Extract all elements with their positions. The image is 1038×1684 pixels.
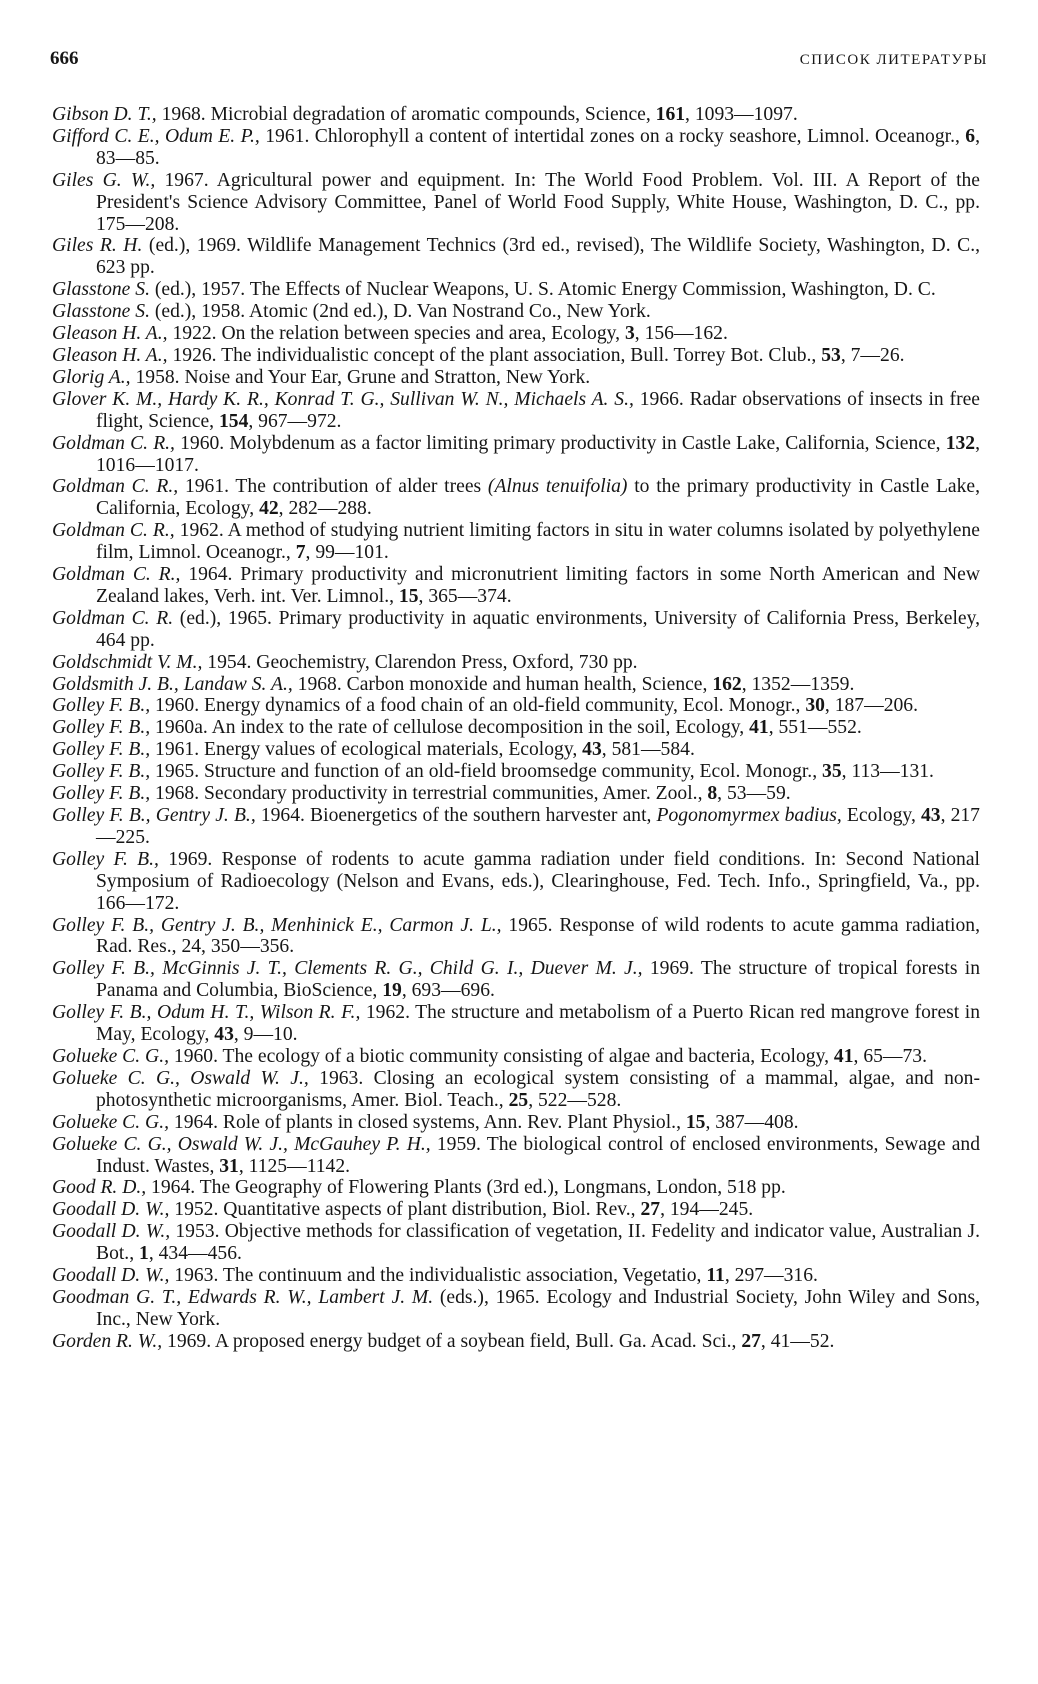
reference-entry	[52, 849, 980, 915]
reference-entry	[52, 235, 980, 279]
reference-volume: 42	[259, 498, 279, 520]
reference-text: 1960. Molybdenum as a factor limiting primary productivity in Castle Lake, California, Science,	[174, 432, 946, 454]
reference-authors: Golley F. B.,	[52, 848, 159, 870]
reference-authors: Golueke C. G.,	[52, 1045, 169, 1067]
reference-pages: , 53—59.	[717, 783, 791, 805]
reference-pages: , 194—245.	[660, 1199, 754, 1221]
reference-entry	[52, 805, 980, 849]
reference-volume: 43	[920, 805, 941, 826]
reference-text: (eds.), 1965. Ecology and Industrial Society, John Wiley and Sons, Inc., New York.	[96, 1286, 981, 1330]
reference-authors: Goldman C. R.,	[52, 432, 175, 454]
reference-text: 1926. The individualistic concept of the plant association, Bull. Torrey Bot. Club.,	[167, 344, 822, 366]
reference-pages: , 434—456.	[148, 1243, 242, 1265]
reference-authors: Gibson D. T.,	[52, 104, 157, 125]
reference-authors: Goodman G. T., Edwards R. W., Lambert J. M.	[52, 1286, 434, 1308]
reference-authors: Glover K. M., Hardy K. R., Konrad T. G., Sullivan W. N., Michaels A. S.,	[52, 388, 634, 410]
reference-entry	[52, 1331, 980, 1353]
reference-entry	[52, 1046, 980, 1068]
reference-authors: Golley F. B., Gentry J. B., Menhinick E., Carmon J. L.,	[52, 914, 502, 936]
reference-entry	[52, 323, 980, 345]
reference-text: (ed.), 1958. Atomic (2nd ed.), D. Van Nostrand Co., New York.	[149, 301, 651, 323]
reference-entry	[52, 1265, 980, 1287]
reference-volume: 41	[749, 717, 769, 739]
reference-text-cont: Ecology,	[841, 805, 921, 826]
reference-text: 1968. Secondary productivity in terrestrial communities, Amer. Zool.,	[150, 783, 708, 805]
reference-text-cont: to the primary productivity in Castle Lake, California, Ecology,	[96, 476, 981, 520]
reference-authors: Goldsmith J. B., Landaw S. A.,	[52, 673, 293, 695]
reference-entry	[52, 1177, 980, 1199]
reference-pages: , 967—972.	[248, 410, 342, 432]
reference-pages: , 1352—1359.	[741, 673, 855, 695]
reference-entry	[52, 301, 980, 323]
reference-entry	[52, 783, 980, 805]
reference-italic-title: Pogonomyrmex badius,	[656, 805, 842, 826]
reference-authors: Golueke C. G., Oswald W. J., McGauhey P. H.,	[52, 1133, 431, 1155]
reference-pages: , 693—696.	[401, 980, 495, 1002]
reference-text: 1922. On the relation between species and area, Ecology,	[167, 323, 625, 345]
reference-entry	[52, 345, 980, 367]
reference-authors: Goodall D. W.,	[52, 1199, 170, 1221]
reference-pages: , 1016—1017.	[96, 432, 980, 476]
reference-entry	[52, 761, 980, 783]
reference-authors: Giles G. W.,	[52, 169, 156, 191]
reference-entry	[52, 1199, 980, 1221]
reference-text: 1969. A proposed energy budget of a soybean field, Bull. Ga. Acad. Sci.,	[162, 1330, 742, 1352]
reference-entry	[52, 652, 980, 674]
reference-volume: 19	[382, 980, 402, 1002]
reference-pages: , 83—85.	[96, 125, 980, 169]
reference-entry	[52, 564, 980, 608]
page-header	[50, 48, 988, 74]
reference-pages: , 113—131.	[841, 761, 934, 783]
reference-entry	[52, 674, 980, 696]
reference-volume: 132	[945, 432, 976, 454]
reference-pages: , 365—374.	[418, 585, 512, 607]
reference-volume: 15	[685, 1111, 706, 1133]
reference-authors: Golley F. B.,	[52, 739, 151, 761]
reference-text: 1958. Noise and Your Ear, Grune and Stratton, New York.	[130, 366, 591, 388]
reference-authors: Glasstone S.	[52, 301, 150, 323]
reference-pages: , 1125—1142.	[238, 1155, 351, 1177]
reference-authors: Golueke C. G.,	[52, 1111, 169, 1133]
reference-volume: 30	[805, 695, 825, 717]
reference-text: 1960. The ecology of a biotic community consisting of algae and bacteria, Ecology,	[169, 1045, 834, 1067]
reference-authors: Glasstone S.	[52, 279, 150, 301]
reference-text: 1963. Closing an ecological system consisting of a mammal, algae, and non-photosynthetic microorganisms, Amer. Biol. Teach.,	[96, 1067, 980, 1111]
reference-authors: Golley F. B., Gentry J. B.,	[52, 805, 256, 826]
reference-authors: Gleason H. A.,	[52, 344, 168, 366]
reference-text: 1965. Structure and function of an old-field broomsedge community, Ecol. Monogr.,	[150, 761, 823, 783]
reference-entry	[52, 126, 980, 170]
reference-pages: , 7—26.	[840, 344, 905, 366]
reference-pages: , 156—162.	[634, 323, 728, 345]
reference-pages: , 217—225.	[96, 805, 980, 848]
reference-text: 1964. Primary productivity and micronutrient limiting factors in some North American and New Zealand lakes, Verh. int. Ver. Limnol.,	[96, 564, 980, 607]
reference-entry	[52, 1112, 980, 1134]
reference-list	[52, 104, 980, 1353]
reference-pages: , 551—552.	[768, 717, 862, 739]
reference-authors: Goodall D. W.,	[52, 1265, 170, 1287]
reference-text: 1954. Geochemistry, Clarendon Press, Oxford, 730 pp.	[202, 651, 638, 673]
reference-entry	[52, 1002, 980, 1046]
reference-text: 1961. Chlorophyll a content of intertidal zones on a rocky seashore, Limnol. Oceanogr.,	[259, 125, 966, 147]
reference-entry	[52, 695, 980, 717]
running-title: СПИСОК ЛИТЕРАТУРЫ	[799, 52, 988, 68]
reference-text: (ed.), 1957. The Effects of Nuclear Weapons, U. S. Atomic Energy Commission, Washington, D. C.	[149, 279, 936, 301]
reference-entry	[52, 1221, 980, 1265]
reference-text: 1966. Radar observations of insects in free flight, Science,	[96, 388, 980, 432]
reference-text: 1967. Agricultural power and equipment. In: The World Food Problem. Vol. III. A Report of the President's Science Advisory Committee, Panel of World Food Supply, White House, Washington, D. C., pp. 175—208.	[96, 169, 981, 235]
reference-volume: 7	[295, 542, 306, 564]
reference-authors: Goodall D. W.,	[52, 1221, 171, 1243]
reference-pages: , 9—10.	[233, 1024, 298, 1046]
reference-text: 1962. A method of studying nutrient limiting factors in situ in water columns isolated by polyethylene film, Limnol. Oceanogr.,	[96, 520, 980, 564]
reference-text: 1968. Carbon monoxide and human health, Science,	[292, 673, 713, 695]
reference-italic-title: (Alnus tenuifolia)	[487, 476, 628, 498]
reference-text: 1959. The biological control of enclosed environments, Sewage and Indust. Wastes,	[96, 1133, 980, 1177]
reference-volume: 8	[707, 783, 718, 805]
reference-text: 1960a. An index to the rate of cellulose decomposition in the soil, Ecology,	[150, 717, 750, 739]
reference-text: 1969. The structure of tropical forests in Panama and Columbia, BioScience,	[96, 958, 980, 1002]
reference-text: (ed.), 1969. Wildlife Management Technics (3rd ed., revised), The Wildlife Society, Washington, D. C., 623 pp.	[96, 235, 981, 279]
reference-entry	[52, 1068, 980, 1112]
reference-authors: Golley F. B.,	[52, 761, 151, 783]
reference-volume: 1	[139, 1243, 149, 1265]
reference-volume: 35	[822, 761, 842, 783]
reference-authors: Gleason H. A.,	[52, 323, 168, 345]
reference-volume: 6	[965, 125, 976, 147]
reference-entry	[52, 520, 980, 564]
reference-authors: Giles R. H.	[52, 235, 143, 257]
reference-text: 1963. The continuum and the individualistic association, Vegetatio,	[169, 1265, 707, 1287]
reference-volume: 154	[218, 410, 249, 432]
reference-volume: 53	[821, 344, 841, 366]
reference-entry	[52, 104, 980, 126]
reference-entry	[52, 608, 980, 652]
reference-authors: Goldman C. R.,	[52, 476, 179, 498]
reference-volume: 25	[508, 1089, 529, 1111]
reference-entry	[52, 739, 980, 761]
reference-pages: , 522—528.	[528, 1089, 622, 1111]
reference-volume: 161	[655, 104, 686, 125]
reference-entry	[52, 170, 980, 236]
reference-text: 1964. The Geography of Flowering Plants (3rd ed.), Longmans, London, 518 pp.	[146, 1177, 786, 1199]
reference-pages: , 65—73.	[853, 1045, 927, 1067]
reference-pages: , 187—206.	[824, 695, 918, 717]
reference-volume: 43	[214, 1024, 234, 1046]
reference-entry	[52, 433, 980, 477]
reference-pages: , 297—316.	[724, 1265, 818, 1287]
reference-text: (ed.), 1965. Primary productivity in aquatic environments, University of California Press, Berkeley, 464 pp.	[96, 607, 981, 651]
reference-entry	[52, 389, 980, 433]
reference-authors: Good R. D.,	[52, 1177, 147, 1199]
reference-authors: Goldschmidt V. M.,	[52, 651, 203, 673]
reference-authors: Gifford C. E., Odum E. P.,	[52, 125, 260, 147]
reference-authors: Goldman C. R.,	[52, 520, 175, 542]
reference-text: 1961. The contribution of alder trees	[178, 476, 488, 498]
reference-text: 1962. The structure and metabolism of a Puerto Rican red mangrove forest in May, Ecology,	[96, 1002, 981, 1046]
reference-authors: Golley F. B.,	[52, 717, 151, 739]
page-number: 666	[50, 48, 79, 69]
reference-entry	[52, 717, 980, 739]
reference-text: 1961. Energy values of ecological materials, Ecology,	[150, 739, 583, 761]
reference-entry	[52, 367, 980, 389]
reference-volume: 41	[833, 1045, 854, 1067]
reference-authors: Golley F. B.,	[52, 783, 151, 805]
reference-text: 1968. Microbial degradation of aromatic compounds, Science,	[156, 104, 656, 125]
reference-volume: 27	[741, 1330, 761, 1352]
reference-authors: Goldman C. R.,	[52, 564, 181, 586]
reference-entry	[52, 915, 980, 959]
reference-pages: , 1093—1097.	[685, 104, 798, 125]
reference-entry	[52, 1134, 980, 1178]
reference-volume: 11	[706, 1265, 725, 1287]
reference-text: 1953. Objective methods for classification of vegetation, II. Fedelity and indicator value, Australian J. Bot.,	[96, 1221, 980, 1265]
reference-entry	[52, 279, 980, 301]
reference-text: 1965. Response of wild rodents to acute gamma radiation, Rad. Res., 24, 350—356.	[96, 914, 980, 958]
reference-authors: Goldman C. R.	[52, 607, 174, 629]
reference-authors: Golley F. B., Odum H. T., Wilson R. F.,	[52, 1002, 361, 1024]
reference-text: 1964. Role of plants in closed systems, Ann. Rev. Plant Physiol.,	[169, 1111, 686, 1133]
reference-volume: 43	[582, 739, 602, 761]
reference-pages: , 41—52.	[760, 1330, 835, 1352]
reference-authors: Gorden R. W.,	[52, 1330, 163, 1352]
reference-entry	[52, 958, 980, 1002]
reference-authors: Golley F. B., McGinnis J. T., Clements R. G., Child G. I., Duever M. J.,	[52, 958, 643, 980]
reference-volume: 162	[712, 673, 742, 695]
reference-volume: 27	[640, 1199, 661, 1221]
reference-authors: Golley F. B.,	[52, 695, 151, 717]
reference-authors: Glorig A.,	[52, 366, 131, 388]
reference-pages: , 581—584.	[601, 739, 695, 761]
reference-entry	[52, 476, 980, 520]
reference-pages: , 387—408.	[705, 1111, 799, 1133]
reference-volume: 3	[624, 323, 635, 345]
reference-volume: 15	[398, 585, 419, 607]
reference-authors: Golueke C. G., Oswald W. J.,	[52, 1067, 309, 1089]
reference-entry	[52, 1287, 980, 1331]
reference-pages: , 99—101.	[305, 542, 389, 564]
reference-text: 1960. Energy dynamics of a food chain of an old-field community, Ecol. Monogr.,	[150, 695, 806, 717]
reference-text: 1969. Response of rodents to acute gamma radiation under field conditions. In: Second National Symposium of Radioecology (Nelson and Evans, eds.), Clearinghouse, Fed. Tech. Info., Springfield, Va., pp. 166—172.	[96, 848, 980, 914]
reference-volume: 31	[219, 1155, 239, 1177]
reference-text: 1964. Bioenergetics of the southern harvester ant,	[255, 805, 657, 826]
reference-text: 1952. Quantitative aspects of plant distribution, Biol. Rev.,	[169, 1199, 641, 1221]
reference-pages: , 282—288.	[278, 498, 372, 520]
